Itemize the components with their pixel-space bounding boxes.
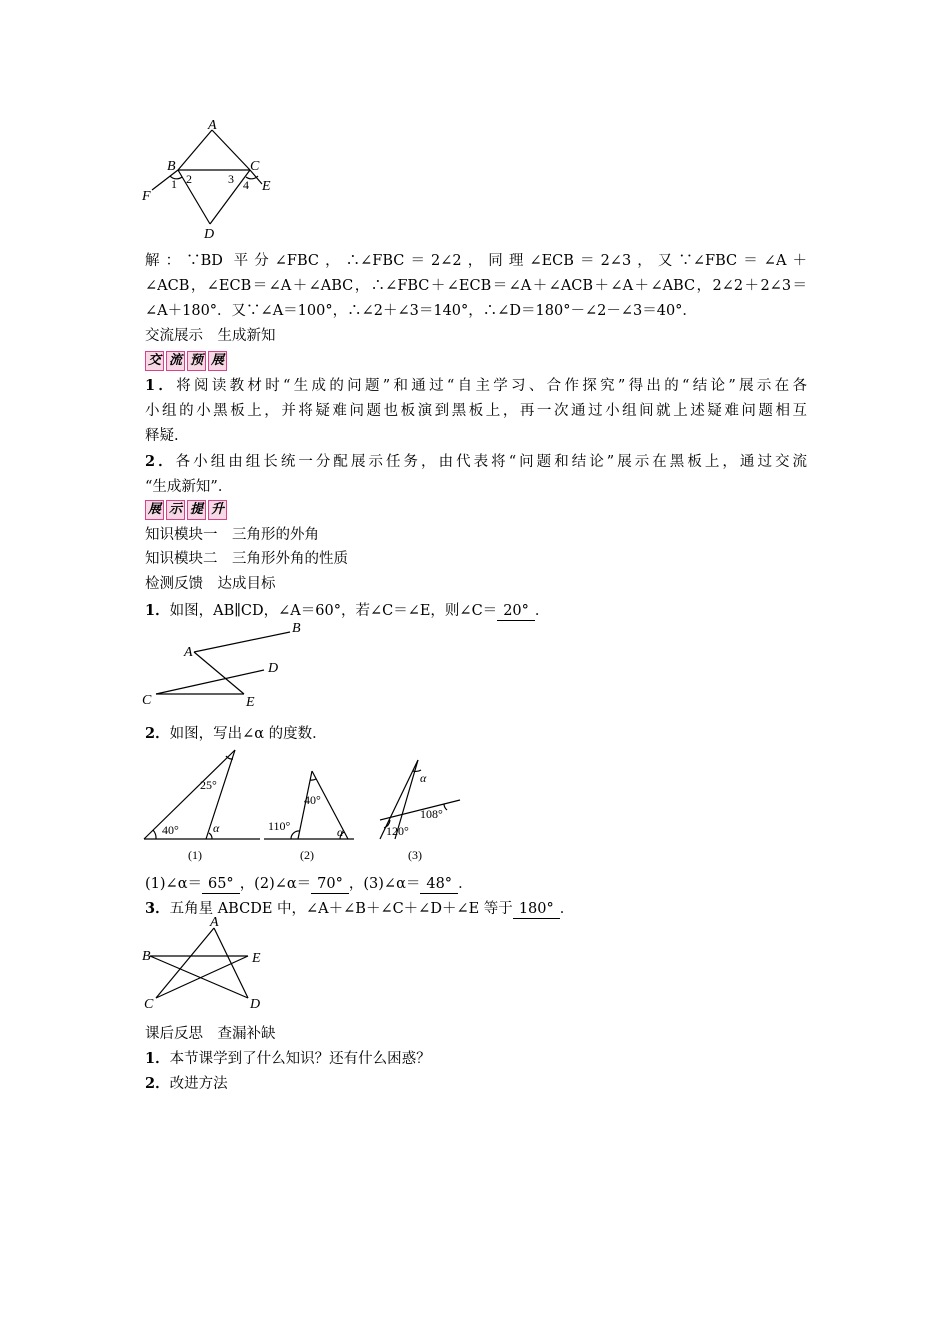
question-2-answers: (1)∠α＝ 65° ，(2)∠α＝ 70° ，(3)∠α＝ 48° ． <box>145 876 473 892</box>
solution-line-1: 解：∵BD 平分∠FBC，∴∠FBC＝2∠2，同理∠ECB＝2∠3，又∵∠FBC＝∠A＋ <box>145 253 807 269</box>
figure-pentagram <box>140 915 270 1012</box>
solution-line-2: ∠ACB，∠ECB＝∠A＋∠ABC，∴∠FBC＋∠ECB＝∠A＋∠ACB＋∠A＋∠ABC，2∠2＋2∠3＝ <box>145 278 807 294</box>
solution-paragraph <box>145 249 807 324</box>
section-heading-feedback: 检测反馈 达成目标 <box>145 576 276 592</box>
t1-angle-top: 25° <box>200 778 217 792</box>
t2-angle-left: 110° <box>268 819 291 833</box>
answer-q2-2: 70° <box>311 875 349 894</box>
solution-line-3: ∠A＋180°．又∵∠A＝100°，∴∠2＋∠3＝140°，∴∠D＝180°－∠2－∠3＝40°． <box>145 303 697 319</box>
t2-caption: (2) <box>300 848 314 862</box>
module-1-heading: 知识模块一 三角形的外角 <box>145 527 319 543</box>
question-1: 1．如图，AB∥CD，∠A＝60°，若∠C＝∠E，则∠C＝ 20° ． <box>145 602 550 619</box>
label-2: 2 <box>186 172 192 186</box>
figure-triangle-bisectors <box>140 118 290 243</box>
module-2-heading: 知识模块二 三角形外角的性质 <box>145 551 348 567</box>
reflection-item-1: 1．本节课学到了什么知识？还有什么困惑？ <box>145 1050 431 1067</box>
answer-q2-1: 65° <box>202 875 240 894</box>
section-heading-exchange: 交流展示 生成新知 <box>145 328 276 344</box>
t3-alpha: α <box>420 771 427 785</box>
t3-angle-right: 108° <box>420 807 443 821</box>
label-3: 3 <box>228 172 234 186</box>
exchange-item-2: 2．各小组由组长统一分配展示任务，由代表将“问题和结论”展示在黑板上，通过交流 “生成新知”． <box>145 453 808 495</box>
t2-angle-top: 40° <box>304 793 321 807</box>
tag-display-improve: 展 示 提 升 <box>145 500 227 520</box>
label-D: D <box>268 661 279 676</box>
label-D: D <box>250 997 261 1012</box>
label-C: C <box>142 693 152 708</box>
label-A: A <box>210 915 219 930</box>
label-E: E <box>252 951 261 966</box>
label-E: E <box>246 695 255 710</box>
section-heading-reflection: 课后反思 查漏补缺 <box>145 1026 276 1042</box>
t2-alpha: α <box>337 825 344 839</box>
reflection-item-2: 2．改进方法 <box>145 1075 228 1092</box>
exchange-item-1: 1．将阅读教材时“生成的问题”和通过“自主学习、合作探究”得出的“结论”展示在各 小组的小黑板上，并将疑难问题也板演到黑板上，再一次通过小组间就上述疑难问题相互 释疑. <box>145 377 807 444</box>
label-A: A <box>208 118 217 133</box>
label-E: E <box>262 179 271 194</box>
t1-caption: (1) <box>188 848 202 862</box>
t3-angle-left: 120° <box>386 824 409 838</box>
figure-q2 <box>140 742 470 864</box>
label-D: D <box>204 227 215 242</box>
label-4: 4 <box>243 178 249 192</box>
t1-angle-left: 40° <box>162 823 179 837</box>
figure-q1 <box>140 618 301 710</box>
answer-q3: 180° <box>513 900 560 919</box>
label-C: C <box>250 159 260 174</box>
answer-q1: 20° <box>497 602 535 621</box>
question-3: 3．五角星 ABCDE 中，∠A＋∠B＋∠C＋∠D＋∠E 等于 180° ． <box>145 900 575 917</box>
tag-exchange-preview: 交 流 预 展 <box>145 351 227 371</box>
label-F: F <box>142 189 151 204</box>
t3-caption: (3) <box>408 848 422 862</box>
t1-alpha: α <box>213 821 220 835</box>
label-B: B <box>292 621 301 636</box>
answer-q2-3: 48° <box>420 875 458 894</box>
question-2: 2．如图，写出∠α 的度数． <box>145 725 327 742</box>
label-1: 1 <box>171 177 177 191</box>
label-A: A <box>184 645 193 660</box>
label-B: B <box>167 159 176 174</box>
label-B: B <box>142 949 151 964</box>
label-C: C <box>144 997 154 1012</box>
